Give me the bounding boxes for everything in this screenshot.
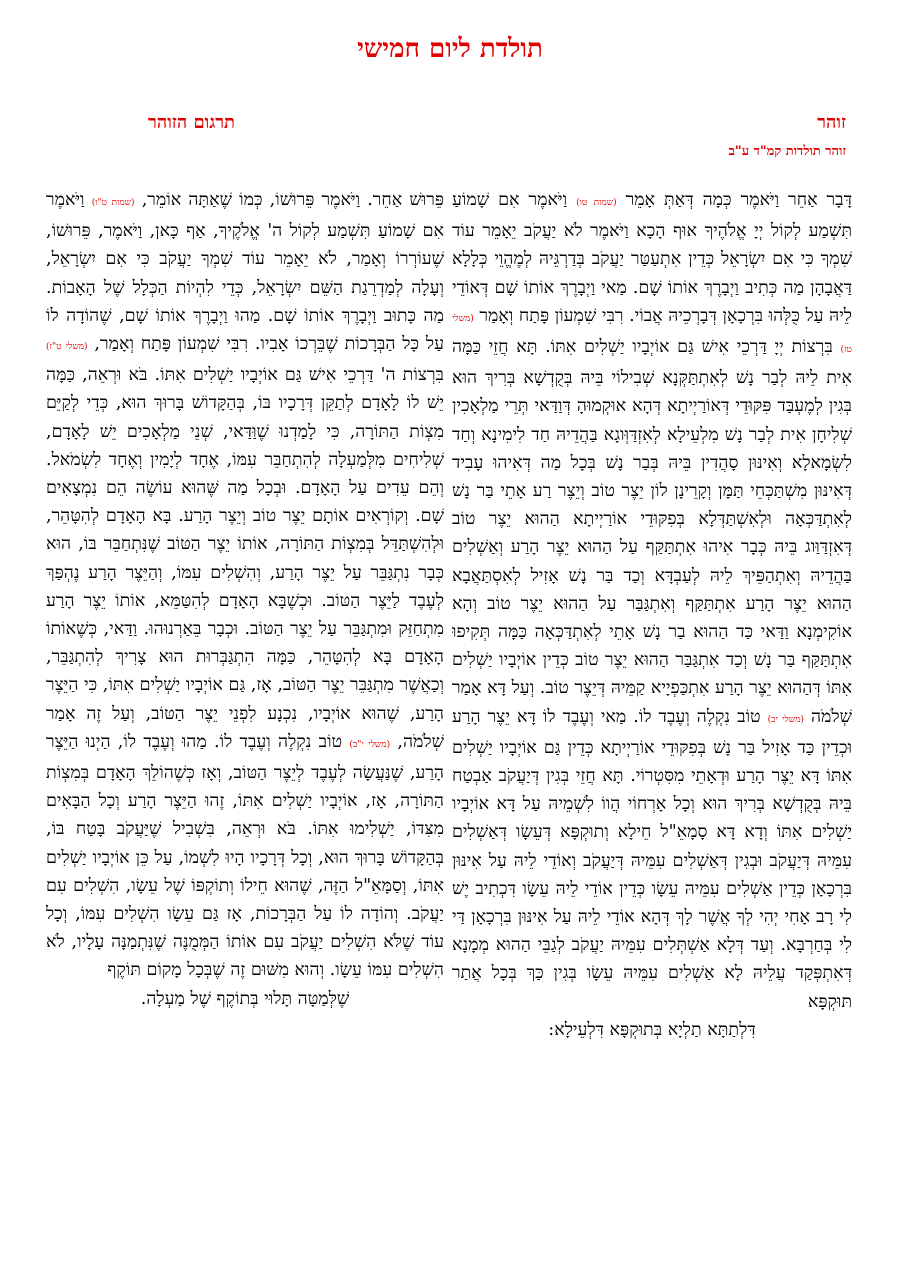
page-title: תולדת ליום חמישי — [357, 34, 543, 64]
zohar-text-column — [452, 186, 852, 1254]
verse-reference: (משלי יב) — [767, 714, 804, 725]
text-segment: טוֹב נִקְלֶה וְעֶבֶד לוֹ. מַהוּ וְעֶבֶד לוֹ, הַיְנוּ הַיֵּצֶר הָרַע, שֶׁנַּעֲשָׂה לְעֶבֶד לְיֵצֶר הַטּוֹב, וְאָז כְּשֶׁהוֹלֵךְ הָאָדָם בְּמִצְוֹת הַתּוֹרָה, אָז, אוֹיְבָיו יַשְׁלִים אִתּוֹ, זֶהוּ הַיֵּצֶר הָרַע וְכָל הַבָּאִים מִצִּדּוֹ, יַשְׁלִימוּ אִתּוֹ. בֹּא וּרְאֵה, בִּשְׁבִיל שֶׁיַּעֲקֹב בָּטַח בּוֹ, בְּהַקָּדוֹשׁ בָּרוּךְ הוּא, וְכָל דְּרָכָיו הָיוּ לִשְׁמוֹ, עַל כֵּן אוֹיְבָיו יַשְׁלִים אִתּוֹ, וְסַמָּאֵ"ל הַזֶּה, שֶׁהוּא חֵילוֹ וְתוֹקְפּוֹ שֶׁל עֵשָׂו, הִשְׁלִים עִם יַעֲקֹב. וְהוֹדָה לוֹ עַל הַבְּרָכוֹת, אָז גַּם עֵשָׂו הִשְׁלִים עִמּוֹ, וְכָל עוֹד שֶׁלֹּא הִשְׁלִים יַעֲקֹב עִם אוֹתוֹ הַמְּמֻנֶּה שֶׁנִּתְמַנָּה עָלָיו, לֹא הִשְׁלִים עִמּוֹ עֵשָׂו. וְהוּא מִשּׁוּם זֶה שֶׁבְּכָל מָקוֹם תּוֹקֶף — [46, 731, 444, 981]
zohar-last-line: דִּלְתַתָּא תַלְיָא בְּתוּקְפָּא דִּלְעֵילָא: — [548, 1019, 756, 1040]
zohar-column-heading: זוהר — [817, 112, 846, 133]
zohar-paragraph — [452, 186, 852, 1016]
translation-column-heading: תרגום הזוהר — [148, 112, 236, 133]
text-segment: בִּרְצוֹת יְיָ דַּרְכֵי אִישׁ גַּם אוֹיְבָיו יַשְׁלִים אִתּוֹ. תָּא חֲזֵי כַּמָּה אִית לֵיהּ לְבַר נָשׁ לְאִתְתַּקְּנָא שְׁבִילוֹי בֵּיהּ בְּקֻדְשָׁא בְּרִיךְ הוּא בְּגִין לְמֶעְבַּד פִּקּוּדֵי דְּאוֹרַיְיתָא דְּהָא אוּקְמוּהָ דְּוַדַּאי תְּרֵי מַלְאָכִין שְׁלִיחָן אִית לְבַר נָשׁ מִלְעֵילָא לְאִזְדַּוְּוגָא בַּהֲדֵיהּ חַד לִימִינָא וְחַד לִשְׂמָאלָא וְאִינּוּן סָהֲדִין בֵּיהּ בְּבַר נָשׁ בְּכָל מַה דְּאִיהוּ עָבִיד דְּאִינּוּן מִשְׁתַּכְּחֵי תַּמָּן וְקָרֵינָן לוֹן יֵצֶר טוֹב וְיֵצֶר רַע אָתֵי בַּר נָשׁ לְאִתְדַּכְּאָה וּלְאִשְׁתַּדְּלָא בְּפִקּוּדֵי אוֹרַיְיתָא הַהוּא יֵצֶר טוֹב דְּאִזְדַּוַּוג בֵּיהּ כְּבָר אִיהוּ אִתְתַּקַּף עַל הַהוּא יֵצֶר הָרַע וְאַשְׁלִים בַּהֲדֵיהּ וְאִתְהַפֵּיךְ לֵיהּ לְעַבְדָּא וְכַד בַּר נָשׁ אָזִיל לְאִסְתַּאֲבָא הַהוּא יֵצֶר הָרַע אִתְתַּקַּף וְאִתְגַּבַּר עַל הַהוּא יֵצֶר טוֹב וְהָא אוֹקִימְנָא וַדַּאי כַּד הַהוּא בַר נָשׁ אָתֵי לְאִתְדַּכְּאָה כַּמָּה תְּקִיפוּ אִתְתַּקַּף בַּר נָשׁ וְכַד אִתְגַּבַּר הַהוּא יֵצֶר טוֹב כְּדֵין אוֹיְבָיו יַשְׁלִים אִתּוֹ דְּהַהוּא יֵצֶר הָרַע אִתְכַּפְיָיא קַמֵּיהּ דְּיֵצֶר טוֹב. וְעַל דָּא אָמַר שְׁלֹמֹה — [452, 337, 852, 727]
text-segment: טוֹב נִקְלֶה וְעֶבֶד לוֹ. מַאי וְעֶבֶד לוֹ דָּא יֵצֶר הָרַע וּכְדֵין כַּד אָזִיל בַּר נָשׁ בְּפִקּוּדֵי אוֹרַיְיתָא כְּדֵין גַּם אוֹיְבָיו יַשְׁלִים אִתּוֹ דָּא יֵצֶר הָרַע וּדְאָתֵי מִסִּטְרוֹי. תָּא חֲזֵי בְּגִין דְּיַעֲקֹב אַבְטַח בֵּיהּ בְּקֻדְשָׁא בְּרִיךְ הוּא וְכָל אָרְחוֹי הֲווֹ לִשְׁמֵיהּ עַל דָּא אוֹיְבָיו יַשְׁלִים אִתּוֹ וְדָא דָּא סָמָאֵ"ל חֵילָא וְתוּקְפָּא דְּעֵשָׂו דְּאַשְׁלִים עִמֵּיהּ דְּיַעֲקֹב וּבְגִין דְּאַשְׁלִים עִמֵּיהּ דְּיַעֲקֹב וְאוֹדֵי לֵיהּ עַל אִינּוּן בִּרְכָאָן כְּדֵין אַשְׁלִים עִמֵּיהּ עֵשָׂו כְּדֵין אוֹדֵי לֵיהּ עֵשָׂו דִּכְתִיב יֶשׁ לִי רָב אָחִי יְהִי לְךָ אֲשֶׁר לָךְ דְּהָא אוֹדֵי לֵיהּ עַל אִינּוּן בִּרְכָאָן דַּי לִי בְּחַרְבָּא. וְעַד דְּלָא אַשְׁתְּלִים עִמֵּיהּ יַעֲקֹב לְגַבֵּי הַהוּא מְמָנָא דְּאִתְפְּקַד עֲלֵיהּ לָא אַשְׁלִים עִמֵּיהּ עֵשָׂו בְּגִין כַּךְ בְּכָל אֲתַר תּוּקְפָּא — [452, 706, 852, 1012]
text-segment: וַיֹּאמֶר אִם שָׁמוֹעַ תִּשְׁמַע לְקוֹל ה' אֱלֹקֶיךָ, אַף כָּאן, וַיֹּאמֶר, פֵּרוּשׁוֹ, שֶׁעוֹרְרוֹ וְאָמַר, לֹא יֵאָמֵר עוֹד שִׁמְךָ יַעֲקֹב כִּי אִם יִשְׂרָאֵל, וְעָלָה לְמַדְרֵגַת הַשֵּׁם יִשְׂרָאֵל, כְּדֵי לִהְיוֹת הַכְּלָל שֶׁל הָאָבוֹת. מַה כָּתוּב וַיְבָרֶךְ אוֹתוֹ שָׁם. מַהוּ וַיְבָרֶךְ אוֹתוֹ שָׁם, שֶׁהוֹדָה לוֹ עַל כָּל הַבְּרָכוֹת שֶׁבֵּרְכוֹ אָבִיו. רִבִּי שִׁמְעוֹן פָּתַח וְאָמַר, — [46, 190, 444, 355]
translation-last-line: שֶׁלְּמַטָּה תָּלוּי בְּתוֹקֶף שֶׁל מַעְלָה. — [140, 988, 350, 1009]
text-segment: פֵּרוּשׁ אַחֵר. וַיֹּאמֶר פֵּרוּשׁוֹ, כְּמוֹ שֶׁאַתָּה אוֹמֵר, — [134, 190, 444, 210]
verse-reference: (משלי ט"ז) — [46, 342, 88, 353]
verse-reference: (שמות ט"ו) — [91, 198, 135, 208]
zohar-source-reference: זוהר תולדות קמ"ד ע"ב — [728, 144, 846, 159]
verse-reference: (משלי טז) — [452, 313, 852, 356]
text-segment: דָּבָר אַחֵר וַיֹּאמֶר כְּמָה דְּאַתְּ אָמֵר — [616, 190, 852, 210]
text-segment: וַיֹּאמֶר אִם שָׁמוֹעַ תִּשְׁמַע לְקוֹל יְיָ אֱלֹהֶיךָ אוּף הָכָא וַיֹּאמֶר לֹא יַעֲקֹב יֵאָמֵר עוֹד שִׁמְךָ כִּי אִם יִשְׂרָאֵל כְּדֵין אִתְעַטַּר יַעֲקֹב בְּדַרְגֵּיהּ לְמֶהֱוֵי כְּלָלָא דַּאֲבָהָן מַה כְּתִיב וַיְבָרֶךְ אוֹתוֹ שָׁם. מַאי וַיְבָרֶךְ אוֹתוֹ שָׁם דְּאוֹדֵי לֵיהּ עַל כֻּלְּהוּ בִּרְכָאָן דְּבָרְכֵיהּ אֲבוֹי. רִבִּי שִׁמְעוֹן פָּתַח וְאָמַר — [452, 190, 852, 326]
verse-reference: (משלי י"ב) — [349, 739, 391, 750]
translation-text-column — [46, 186, 444, 1254]
translation-paragraph — [46, 186, 444, 985]
verse-reference: (שמות טו) — [576, 198, 617, 208]
text-segment: בִּרְצוֹת ה' דַּרְכֵי אִישׁ גַּם אוֹיְבָיו יַשְׁלִים אִתּוֹ. בֹּא וּרְאֵה, כַּמָּה יֵשׁ לוֹ לָאָדָם לְתַקֵּן דְּרָכָיו בּוֹ, בְּהַקָּדוֹשׁ בָּרוּךְ הוּא, כְּדֵי לְקַיֵּם מִצְוֹת הַתּוֹרָה, כִּי לָמַדְנוּ שֶׁוַּדַּאי, שְׁנֵי מַלְאָכִים יֵשׁ לָאָדָם, שְׁלִיחִים מִלְּמַעְלָה לְהִתְחַבֵּר עִמּוֹ, אֶחָד לְיָמִין וְאֶחָד לִשְׂמֹאל. וְהֵם עֵדִים עַל הָאָדָם. וּבְכָל מַה שֶּׁהוּא עוֹשֶׂה הֵם נִמְצָאִים שָׁם. וְקוֹרְאִים אוֹתָם יֵצֶר טוֹב וְיֵצֶר הָרַע. בָּא הָאָדָם לְהִטָּהֵר, וּלְהִשְׁתַּדֵּל בְּמִצְוֹת הַתּוֹרָה, אוֹתוֹ יֵצֶר הַטּוֹב שֶׁנִּתְחַבֵּר בּוֹ, הוּא כְּבָר נִתְגַּבֵּר עַל יֵצֶר הָרַע, וְהִשְׁלִים עִמּוֹ, וְהַיֵּצֶר הָרַע נֶהְפַּךְ לְעֶבֶד לַיֵּצֶר הַטּוֹב. וּכְשֶׁבָּא הָאָדָם לְהִטַּמֵּא, אוֹתוֹ יֵצֶר הָרַע מִתְחַזֵּק וּמִתְגַּבֵּר עַל יֵצֶר הַטּוֹב. וּכְבָר בֵּאַרְנוּהוּ. וַדַּאי, כְּשֶׁאוֹתוֹ הָאָדָם בָּא לְהִטָּהֵר, כַּמָּה הִתְגַּבְּרוּת הוּא צָרִיךְ לְהִתְגַּבֵּר, וְכַאֲשֶׁר מִתְגַּבֵּר יֵצֶר הַטּוֹב, אָז, גַּם אוֹיְבָיו יַשְׁלִים אִתּוֹ, כִּי הַיֵּצֶר הָרַע, שֶׁהוּא אוֹיְבָיו, נִכְנָע לִפְנֵי יֵצֶר הַטּוֹב, וְעַל זֶה אָמַר שְׁלֹמֹה, — [46, 365, 444, 752]
